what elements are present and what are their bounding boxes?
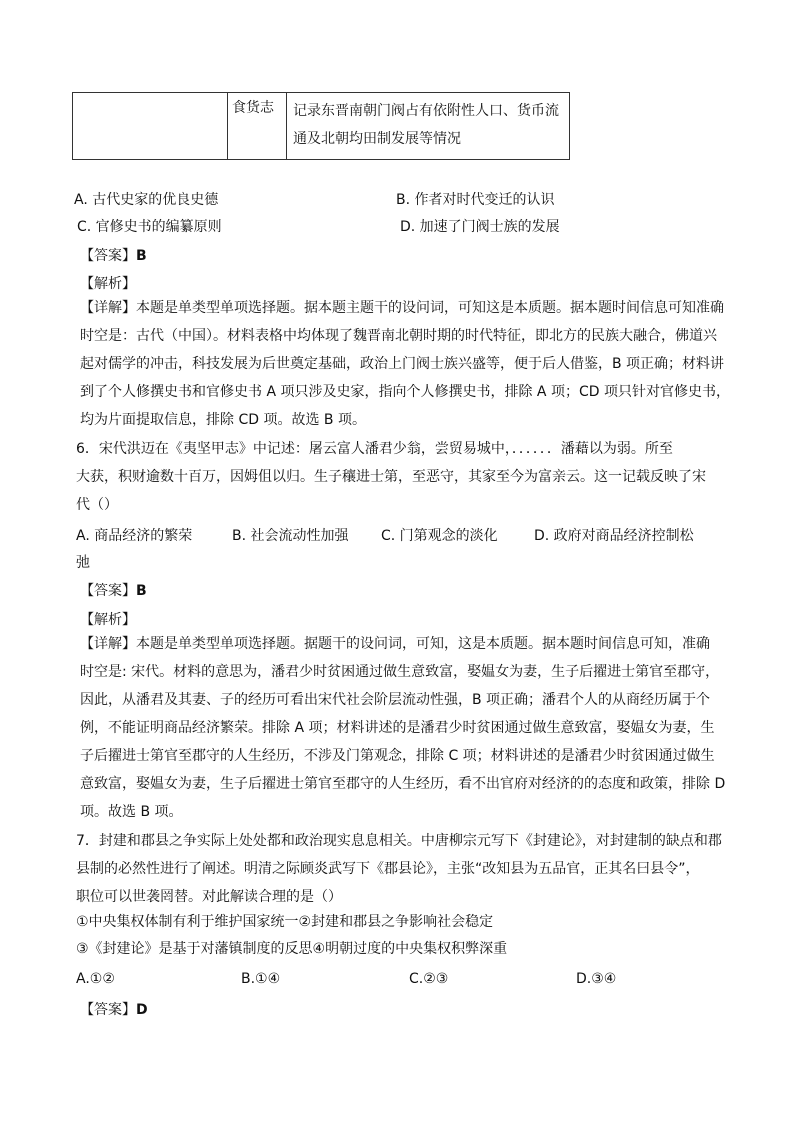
q7-statement-line: ③《封建论》是基于对藩镇制度的反思④明朝过度的中央集权积弊深重 (76, 941, 508, 957)
q5-explanation-line: 起对儒学的冲击，科技发展为后世奠定基础，政治上门阀士族兴盛等，便于后人借鉴，B 项正确；材料讲 (80, 356, 725, 372)
q6-question-line: 代（） (76, 497, 118, 513)
q6-option-b: B. 社会流动性加强 (232, 528, 349, 544)
table-row (73, 93, 570, 160)
q6-option-a: A. 商品经济的繁荣 (76, 528, 193, 544)
answer-value: D (136, 1002, 148, 1018)
table-cell-description: 记录东晋南朝门阀占有依附性人口、货币流通及北朝均田制发展等情况 (287, 93, 570, 160)
table-cell-category: 食货志 (228, 93, 287, 160)
q7-option-c: C.②③ (409, 971, 449, 987)
q7-question-line: 职位可以世袭罔替。对此解读合理的是（） (76, 889, 342, 905)
history-source-table (72, 92, 570, 160)
q6-question-line: 6．宋代洪迈在《夷坚甲志》中记述：屠云富人潘君少翁，尝贸易城中，．．．．．．潘藉以为弱。所至 (76, 441, 673, 457)
q5-explanation-line: 均为片面提取信息，排除 CD 项。故选 B 项。 (80, 412, 366, 428)
q5-explanation-line: 到了个人修撰史书和官修史书 A 项只涉及史家，指向个人修撰史书，排除 A 项；CD 项只针对官修史书， (80, 384, 730, 400)
q6-explanation-line: 时空是: 宋代。材料的意思为，潘君少时贫困通过做生意致富，娶媪女为妻，生子后擢进士第官至郡守， (80, 664, 720, 680)
q6-explanation-line: 子后擢进士第官至郡守的人生经历，不涉及门第观念，排除 C 项；材料讲述的是潘君少时贫困通过做生 (80, 748, 715, 764)
q6-analysis-label: 【解析】 (80, 612, 136, 628)
answer-value: B (136, 248, 147, 264)
q5-explanation-line: 时空是：古代（中国）。材料表格中均体现了魏晋南北朝时期的时代特征，即北方的民族大融合，佛道兴 (80, 328, 717, 344)
q6-question-line: 大获，积财逾数十百万，因姆伹以归。生子穰进士第，至恶守，其家至今为富亲云。这一记载反映了宋 (76, 469, 706, 485)
q6-explanation-line: 例，不能证明商品经济繁荣。排除 A 项；材料讲述的是潘君少时贫困通过做生意致富，娶媪女为妻，生 (80, 720, 715, 736)
q7-statement-line: ①中央集权体制有利于维护国家统一②封建和郡县之争影响社会稳定 (76, 914, 494, 930)
q5-option-d: D. 加速了门阀士族的发展 (400, 219, 560, 235)
q5-option-a: A. 古代史家的优良史德 (74, 192, 219, 208)
q7-answer (80, 999, 148, 1019)
q7-option-d: D.③④ (576, 971, 617, 987)
q7-question-line: 7．封建和郡县之争实际上处处都和政治现实息息相关。中唐柳宗元写下《封建论》，对封建制的缺点和郡 (76, 833, 722, 849)
answer-label: 【答案】 (80, 1002, 136, 1018)
q6-explanation-line: 项。故选 B 项。 (80, 804, 183, 820)
q6-option-d-wrap: 弛 (76, 555, 90, 571)
q5-answer (80, 245, 147, 265)
q6-explanation-line: 【详解】本题是单类型单项选择题。据题干的设问词，可知，这是本质题。据本题时间信息可知，准确 (80, 636, 710, 652)
q5-option-b: B. 作者对时代变迁的认识 (396, 192, 555, 208)
q6-answer (80, 580, 147, 600)
q6-option-d: D. 政府对商品经济控制松 (534, 528, 694, 544)
q5-analysis-label: 【解析】 (80, 276, 136, 292)
q6-explanation-line: 意致富，娶媪女为妻，生子后擢进士第官至郡守的人生经历，看不出官府对经济的的态度和政策，排除 D (80, 776, 726, 792)
q7-option-a: A.①② (76, 971, 115, 987)
q7-option-b: B.①④ (241, 971, 281, 987)
q5-explanation-line: 【详解】本题是单类型单项选择题。据本题主题干的设问词，可知这是本质题。据本题时间信息可知准确 (80, 300, 724, 316)
answer-label: 【答案】 (80, 583, 136, 599)
answer-value: B (136, 583, 147, 599)
q7-question-line: 县制的必然性进行了阐述。明清之际顾炎武写下《郡县论》，主张“改知县为五品官，正其名曰县令”， (76, 861, 700, 877)
q6-option-c: C. 门第观念的淡化 (381, 528, 498, 544)
answer-label: 【答案】 (80, 248, 136, 264)
q6-explanation-line: 因此，从潘君及其妻、子的经历可看出宋代社会阶层流动性强，B 项正确；潘君个人的从商经历属于个 (80, 692, 711, 708)
q5-option-c: C. 官修史书的编纂原则 (77, 219, 222, 235)
table-cell-empty (73, 93, 228, 160)
